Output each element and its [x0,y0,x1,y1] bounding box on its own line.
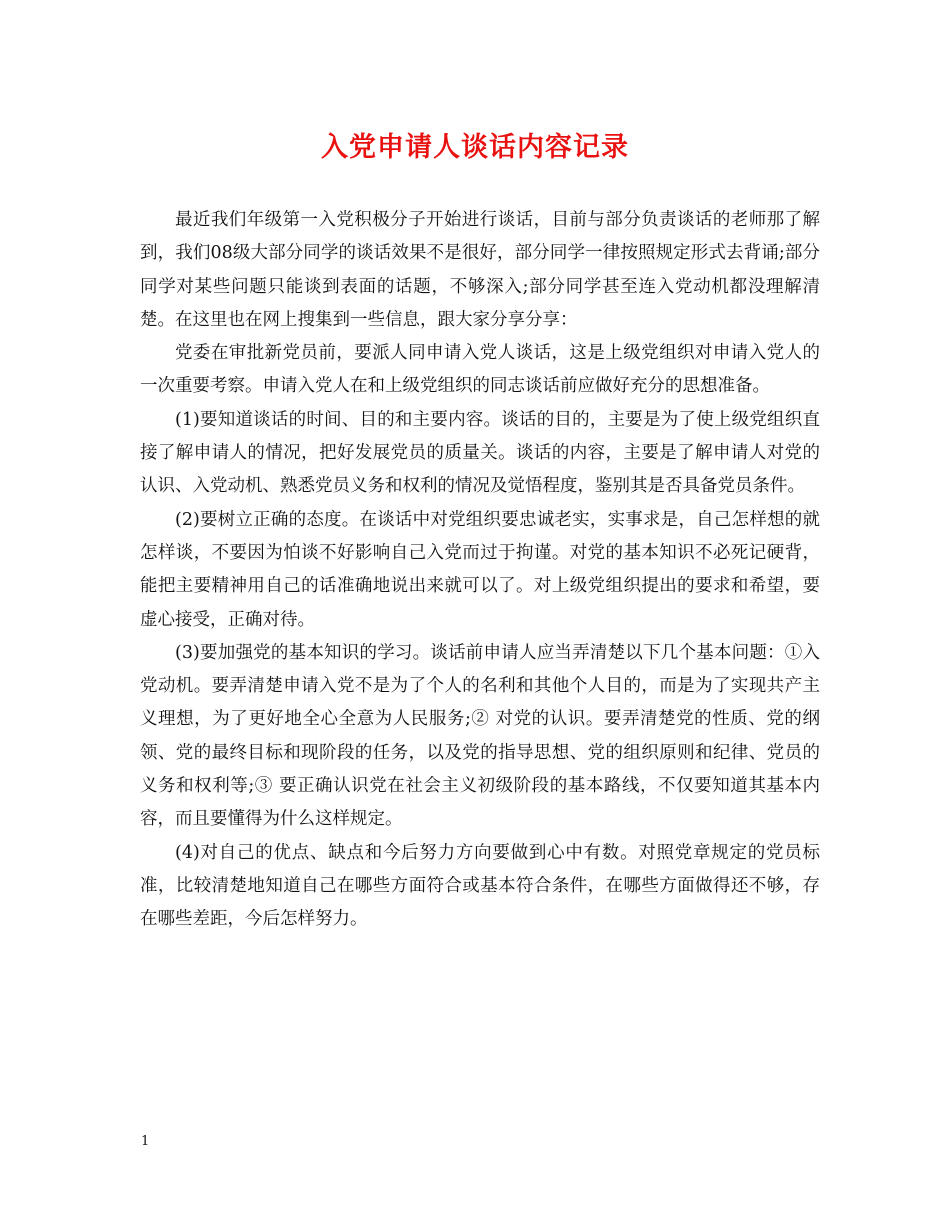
paragraph-party-committee: 党委在审批新党员前，要派人同申请入党人谈话，这是上级党组织对申请入党人的一次重要考察。申请入党人在和上级党组织的同志谈话前应做好充分的思想准备。 [140,343,820,397]
page-number: 1 [141,1134,150,1149]
document-title: 入党申请人谈话内容记录 [321,132,629,163]
paragraph-point-4: (4)对自己的优点、缺点和今后努力方向要做到心中有数。对照党章规定的党员标准，比较清楚地知道自己在哪些方面符合或基本符合条件，在哪些方面做得还不够，存在哪些差距，今后怎样努力。 [140,842,820,930]
paragraph-point-2: (2)要树立正确的态度。在谈话中对党组织要忠诚老实，实事求是，自己怎样想的就怎样谈，不要因为怕谈不好影响自己入党而过于拘谨。对党的基本知识不必死记硬背，能把主要精神用自己的话准确地说出来就可以了。对上级党组织提出的要求和希望，要虚心接受，正确对待。 [140,509,820,630]
paragraph-point-3: (3)要加强党的基本知识的学习。谈话前申请人应当弄清楚以下几个基本问题：①入党动机。要弄清楚申请入党不是为了个人的名利和其他个人目的，而是为了实现共产主义理想，为了更好地全心全意为人民服务;② 对党的认识。要弄清楚党的性质、党的纲领、党的最终目标和现阶段的任务，以及党的指导思想、党的组织原则和纪律、党员的义务和权利等;③ 要正确认识党在社会主义初级阶段的基本路线，不仅要知道其基本内容，而且要懂得为什么这样规定。 [140,642,820,830]
paragraph-point-1: (1)要知道谈话的时间、目的和主要内容。谈话的目的，主要是为了使上级党组织直接了解申请人的情况，把好发展党员的质量关。谈话的内容，主要是了解申请人对党的认识、入党动机、熟悉党员义务和权利的情况及觉悟程度，鉴别其是否具备党员条件。 [140,409,820,497]
paragraph-intro: 最近我们年级第一入党积极分子开始进行谈话，目前与部分负责谈话的老师那了解到，我们08级大部分同学的谈话效果不是很好，部分同学一律按照规定形式去背诵;部分同学对某些问题只能谈到表面的话题，不够深入;部分同学甚至连入党动机都没理解清楚。在这里也在网上搜集到一些信息，跟大家分享分享： [140,210,820,330]
document-body [140,204,820,937]
